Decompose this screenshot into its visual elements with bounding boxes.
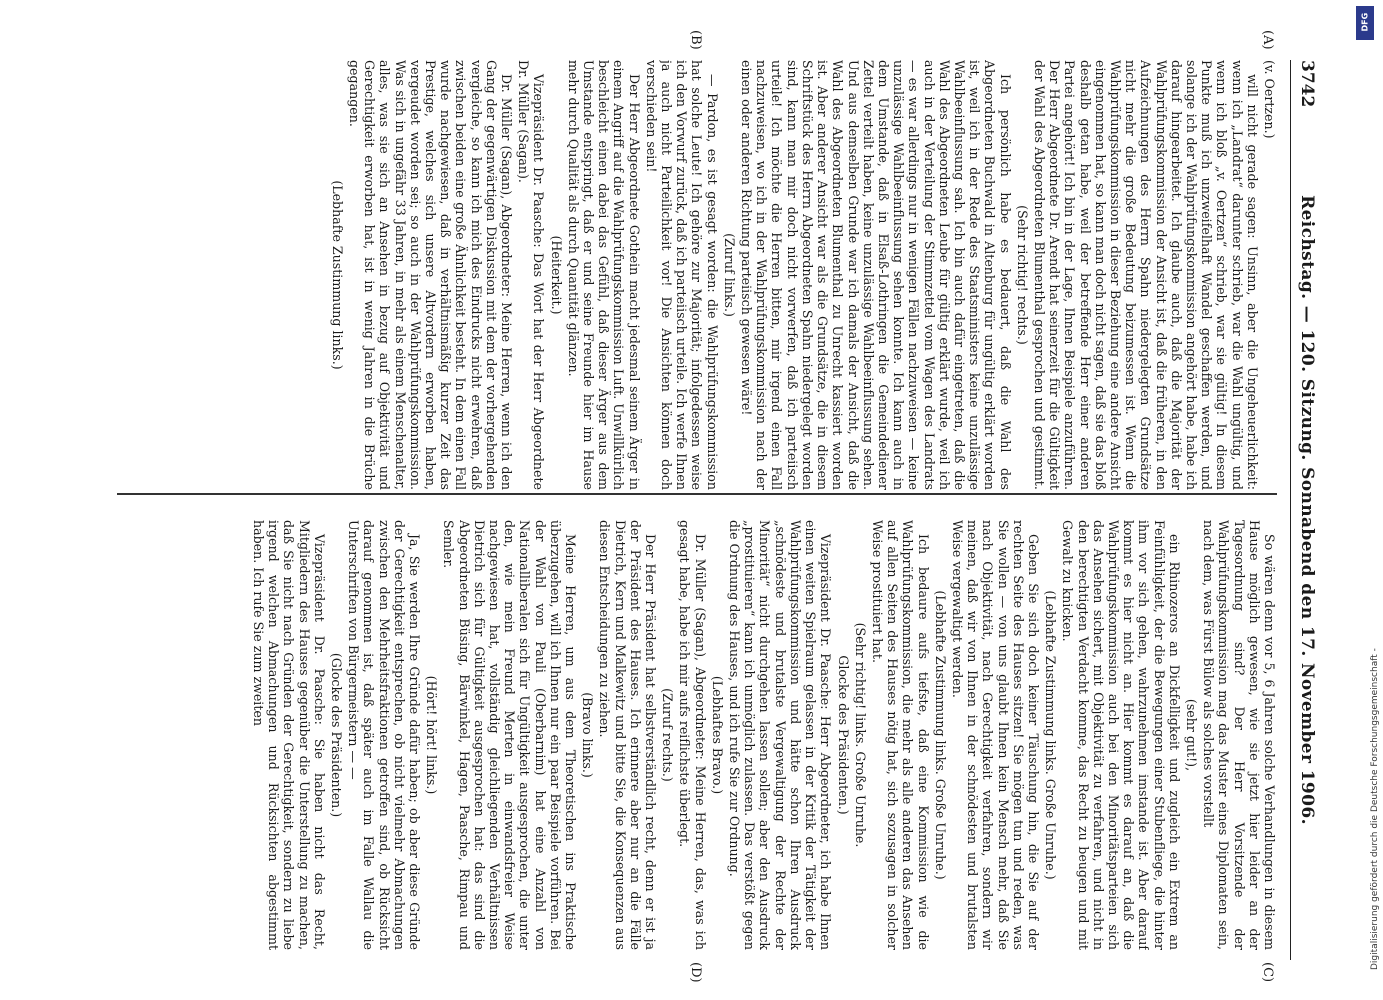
column-divider <box>117 493 1277 495</box>
text-paragraph: Vizepräsident Dr. Paasche: Das Wort hat der Herr Abgeordnete Dr. Müller (Sagan). <box>516 60 547 490</box>
text-paragraph: Ich persönlich habe es bedauert, daß die Wahl des Abgeordneten Buchwald in Altenburg für ungültig erklärt worden ist, weil ich in der Rede des Staatsministers keine unzulässige Wahlbeeinflussung sah. Ich bin auch dafür eingetreten, daß die Wahl des Abgeordneten Leube für gültig erklärt wurde, weil ich auch in der Verteilung der Stimmzettel vom Wagen des Landrats — es war allerdings nur in wenigen Fällen nachzuweisen — keine unzulässige Wahlbeeinflussung sehen konnte. Ich kann auch in dem Umstande, daß in Elsaß-Lothringen die Gemeindediener Zettel verteilt haben, keine unzulässige Wahlbeeinflussung sehen. Und aus demselben Grunde war ich damals der Ansicht, daß die Wahl des Abgeordneten Blumenthal zu Unrecht kassiert worden ist. Aber anderer Ansicht war als die Grundsätze, die in diesem Schriftstück des Herrn Abgeordneten Spahn niedergelegt worden sind, kann man mir doch nicht vorwerfen, daß ich parteiisch urteile! Ich möchte die Herren bitten, mir irgend einen Fall nachzuweisen, wo ich in der Wahlprüfungskommission nach der einen oder anderen Richtung parteiisch gewesen wäre! <box>739 60 1013 490</box>
credit-text: Digitalisierung gefördert durch die Deutsche Forschungsgemeinschaft - <box>1370 648 1380 970</box>
text-paragraph: Vizepräsident Dr. Paasche: Sie haben nicht das Recht, Mitgliedern des Hauses gegenüber die Unterstellung zu machen, daß Sie nicht nach Gründen der Gerechtigkeit, sondern zu liebe irgend welchen Abmachungen und Rücksichten abgestimmt haben. Ich rufe Sie zum zweiten <box>251 520 327 950</box>
stage-direction: (Heiterkeit.) <box>548 235 564 315</box>
margin-marker-c: (C) <box>1260 962 1275 983</box>
margin-marker-b: (B) <box>688 30 703 50</box>
stage-direction: (Sehr richtig! links. Große Unruhe. <box>852 622 868 848</box>
stage-direction: (Lebhafte Zustimmung links.) <box>329 180 345 370</box>
text-paragraph: So wären denn vor 5, 6 Jahren solche Verhandlungen in diesem Hause möglich gewesen, wie sie jetzt hier leider an der Tagesordnung sind? Der Herr Vorsitzende der Wahlprüfungskommission mag das Muster eines Diplomaten sein, nach dem, was Fürst Bülow als solches vorstellt <box>1201 520 1277 950</box>
text-paragraph: will nicht gerade sagen: Unsinn, aber die Ungeheuerlichkeit: wenn ich „Landrat“ darunter schrieb, war die Wahl ungültig, und wenn ich bloß „v. Oertzen“ schrieb, war sie gültig! In diesem Punkte muß ich unzweifelhaft Wandel geschaffen werden, und solange ich der Wahlprüfungskommission angehört habe, habe ich darauf hingearbeitet. Ich glaube auch, daß die Majorität der Wahlprüfungskommission der Ansicht ist, daß die früheren, in den Aufzeichnungen des Herrn Spahn niedergelegten Grundsätze nicht mehr die große Bedeutung beizumessen ist. Wenn die Wahlprüfungskommission in dieser Beziehung eine andere Ansicht eingenommen hat, so kann man doch nicht sagen, daß sie das bloß deshalb getan habe, weil der betreffende Herr einer anderen Partei angehört! Ich bin in der Lage, Ihnen Beispiele anzuführen. Der Herr Abgeordnete Dr. Arendt hat seinerzeit für die Gültigkeit der Wahl des Abgeordneten Blumenthal gesprochen und gestimmt. <box>1031 60 1260 490</box>
stage-direction: (sehr gut!), <box>1183 698 1199 772</box>
text-paragraph: — Pardon, es ist gesagt worden: die Wahlprüfungskommission hat solche Leute! Ich gehöre zur Majorität; infolgedessen weise ich den Vorwurf zurück, daß ich parteiisch urteile. Ich werfe Ihnen ja auch nicht Parteilichkeit vor! Die Ansichten können doch verschieden sein! <box>643 60 720 490</box>
page-header <box>1290 60 1325 960</box>
text-paragraph: Dr. Müller (Sagan), Abgeordneter: Meine Herren, das, was ich gesagt habe, habe ich mir aufs reiflichste überlegt. <box>677 520 708 950</box>
stage-direction: Glocke des Präsidenten.) <box>835 655 851 815</box>
text-paragraph: Ja, Sie werden Ihre Gründe dafür haben; ob aber diese Gründe der Gerechtigkeit entsprechen, ob nicht vielmehr Abmachungen zwischen den Mehrheitsfraktionen getroffen sind, ob Rücksicht darauf genommen ist, daß später auch im Falle Wallau die Unterschriften von Bürgermeistern — — <box>346 520 423 950</box>
running-title: Reichstag. — 120. Sitzung. Sonnabend den 17. November 1906. <box>1297 195 1317 825</box>
margin-marker-a: (A) <box>1260 30 1275 50</box>
text-paragraph: (v. Oertzen.) <box>1262 60 1277 139</box>
stage-direction: (Glocke des Präsidenten.) <box>329 652 345 818</box>
stage-direction: (Zuruf links.) <box>721 233 737 317</box>
text-paragraph: Geben Sie sich doch keiner Täuschung hin, die Sie auf der rechten Seite des Hauses sitzen! Sie mögen tun und reden, was Sie wollen — von uns glaubt Ihnen kein Mensch mehr, daß Sie nach Objektivität, nach Gerechtigkeit verfahren, sondern wir meinen, daß wir von Ihnen in der schnödesten und brutalsten Weise vergewaltigt werden. <box>949 520 1041 950</box>
dfg-logo: DFG <box>1356 6 1374 40</box>
text-paragraph: Dr. Müller (Sagan), Abgeordneter: Meine Herren, wenn ich den Gang der gegenwärtigen Diskussion mit dem der vorhergehenden vergleiche, so kann ich mich des Eindrucks nicht erwehren, daß zwischen beiden eine große Ähnlichkeit besteht. In dem einen Fall wurde nachgewiesen, daß in verhältnismäßig kurzer Zeit das Prestige, welches sich unsere Altvordern erworben haben, vergeudet worden sei; so auch in der Wahlprüfungskommission. Was sich in ungefähr 33 Jahren, in mehr als einem Menschenalter, alles, was sie sich an Ansehen in bezug auf Objektivität und Gerechtigkeit erworben hat, ist in wenig Jahren in die Brüche gegangen. <box>347 60 515 490</box>
text-paragraph: Der Herr Präsident hat selbstverständlich recht, denn er ist ja der Präsident des Hauses. Ich erinnere aber nur an die Fälle Dietrich, Kern und Malkewitz und bitte Sie, die Konsequenzen aus diesen Entscheidungen zu ziehen. <box>597 520 659 950</box>
right-text-column <box>117 520 1277 950</box>
page-number: 3742 <box>1297 60 1317 108</box>
margin-marker-d: (D) <box>688 962 703 983</box>
left-text-column <box>117 60 1277 490</box>
digitization-credit <box>1358 30 1380 970</box>
stage-direction: (Lebhaftes Bravo.) <box>709 675 725 795</box>
stage-direction: (Zuruf rechts.) <box>660 688 676 782</box>
text-paragraph: Vizepräsident Dr. Paasche: Herr Abgeordneter, ich habe Ihnen einen weiten Spielraum gelassen in der Kritik der Tätigkeit der Wahlprüfungskommission und hätte schon Ihren Ausdruck „schnödeste und brutalste Vergewaltigung der Rechte der Minorität“ nicht durchgehen lassen sollen; aber den Ausdruck „prostituieren“ kann ich unmöglich zulassen. Das verstößt gegen die Ordnung des Hauses, und ich rufe Sie zur Ordnung. <box>727 520 834 950</box>
text-paragraph: Der Herr Abgeordnete Gothein macht jedesmal seinem Ärger in einem Angriff auf die Wahlprüfungskommission Luft. Unwillkürlich beschleicht einen dabei das Gefühl, daß dieser Ärger aus dem Umstande entspringt, daß er und seine Freunde hier im Hause mehr durch Qualität als durch Quantität glänzen. <box>565 60 642 490</box>
stage-direction: (Bravo links.) <box>580 692 596 778</box>
text-paragraph: Ich bedaure aufs tiefste, daß eine Kommission wie die Wahlprüfungskommission, die mehr als alle anderen das Ansehen auf allen Seiten des Hauses nötig hat, sich sozusagen in solcher Weise prostituiert hat. <box>869 520 931 950</box>
stage-direction: (Lebhafte Zustimmung links. Große Unruhe.) <box>932 590 948 880</box>
stage-direction: (Hört! hört! links.) <box>424 675 440 795</box>
text-paragraph: ein Rhinozeros an Dickfelligkeit und zugleich ein Extrem an Feinfühligkeit, der die Bewegungen einer Stubenfliege, die hinter ihm vor sich gehen, wahrzunehmen imstande ist. Aber darauf kommt es hier nicht an. Hier kommt es darauf an, daß die Wahlprüfungskommission auch bei den Minoritätsparteien sich das Ansehen sichert, mit Objektivität zu verfahren, und nicht in den berechtigten Verdacht komme, das Recht zu beugen und mit Gewalt zu knicken. <box>1060 520 1182 950</box>
stage-direction: (Lebhafte Zustimmung links. Große Unruhe.) <box>1043 590 1059 880</box>
stage-direction: (Sehr richtig! rechts.) <box>1014 205 1030 345</box>
text-paragraph: Meine Herren, um aus dem Theoretischen ins Praktische überzugehen, will ich Ihnen nur ein paar Beispiele vorführen. Bei der Wahl von Pauli (Oberbarnim) hat eine Anzahl von Nationalliberalen sich für Ungültigkeit ausgesprochen, die unter den, wie mein Freund Merten in einwandsfreier Weise nachgewiesen hat, vollständig gleichliegenden Verhältnissen Dietrich sich für Gültigkeit ausgesprochen hat: das sind die Abgeordneten Büsing, Bärwinkel, Hagen, Paasche, Rimpau und Semler. <box>441 520 579 950</box>
